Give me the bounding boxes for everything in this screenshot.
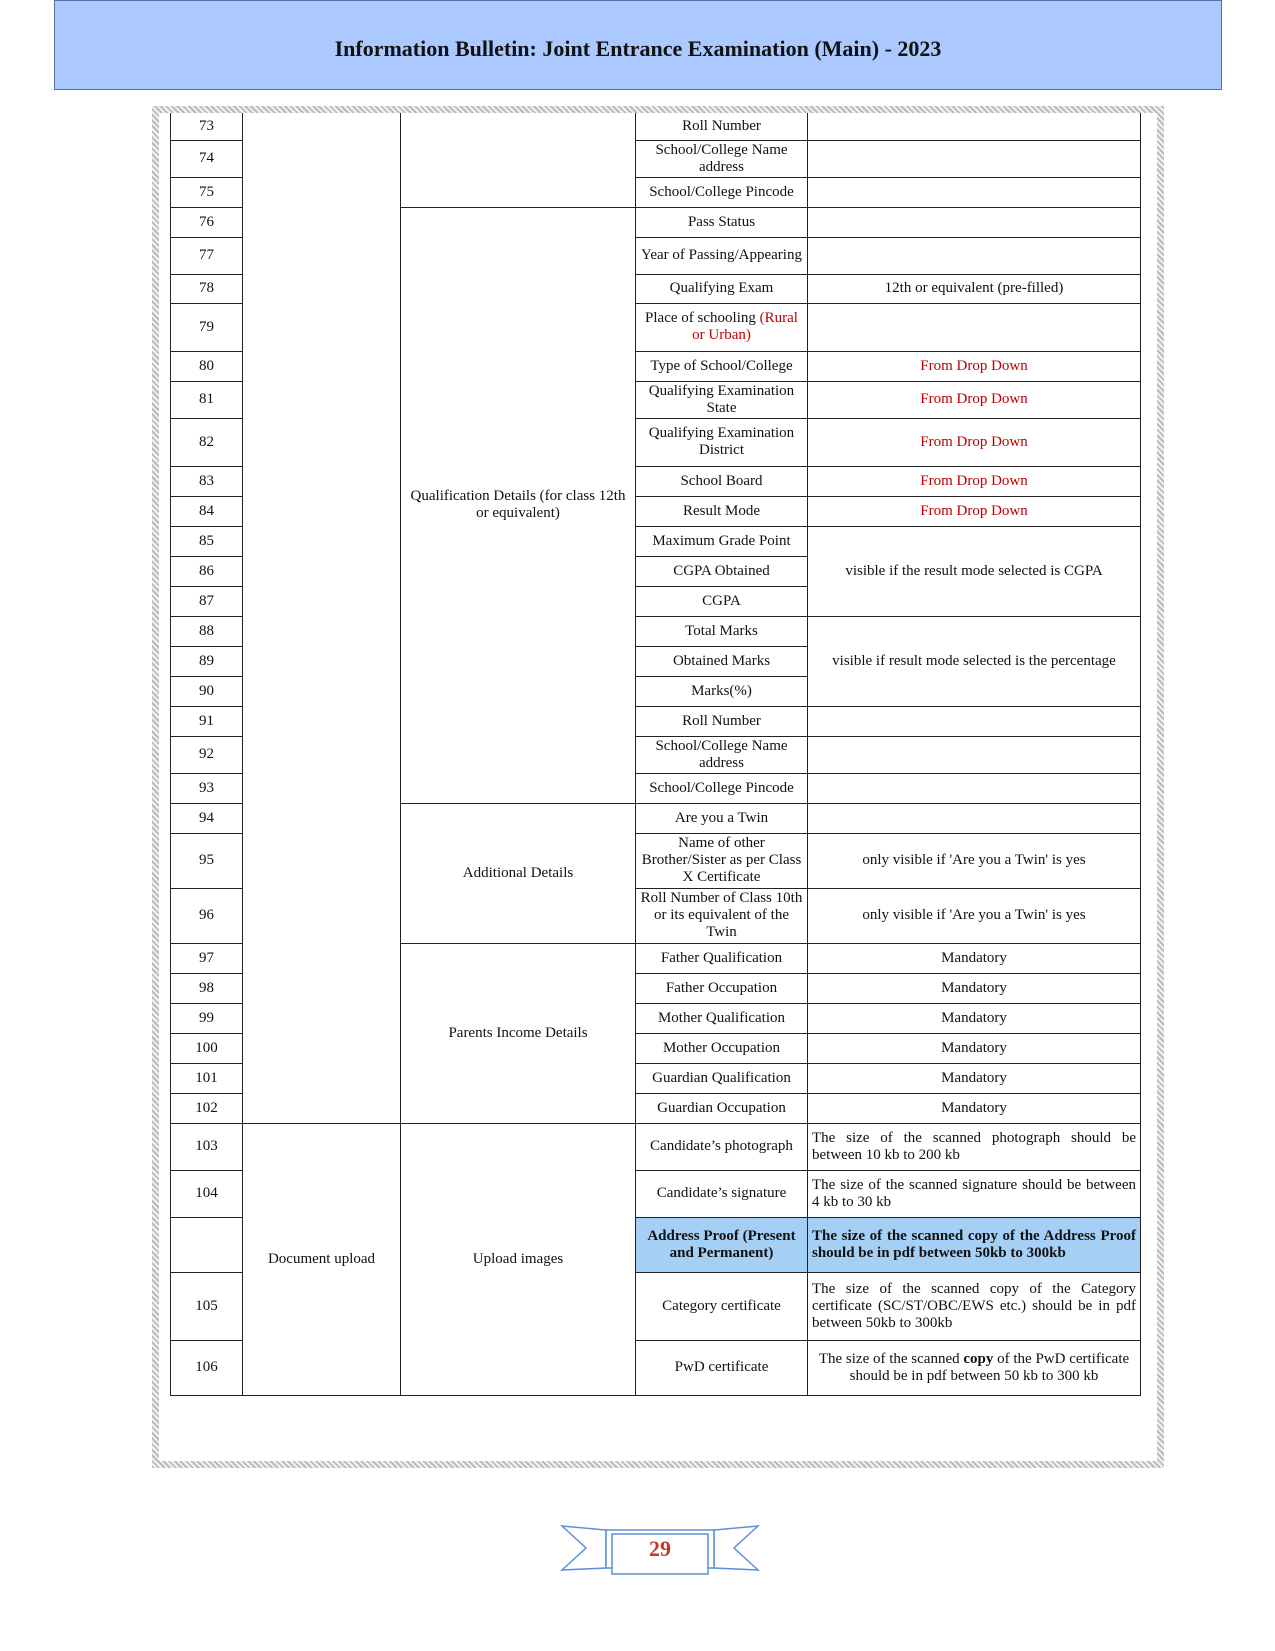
remark-cell: Mandatory xyxy=(808,1033,1141,1063)
registration-fields-table xyxy=(170,113,1141,1396)
remark-cell xyxy=(808,736,1141,773)
row-number: 101 xyxy=(171,1063,243,1093)
remark-bold-text: copy xyxy=(963,1350,994,1367)
field-name: Are you a Twin xyxy=(636,803,808,833)
row-number: 106 xyxy=(171,1340,243,1395)
row-number: 83 xyxy=(171,466,243,496)
field-name: Mother Occupation xyxy=(636,1033,808,1063)
field-name: Name of other Brother/Sister as per Class X Certificate xyxy=(636,833,808,888)
row-number: 75 xyxy=(171,177,243,207)
remark-cell: only visible if 'Are you a Twin' is yes xyxy=(808,888,1141,943)
remark-cell: The size of the scanned signature should be between 4 kb to 30 kb xyxy=(808,1170,1141,1217)
row-number: 82 xyxy=(171,418,243,466)
row-number xyxy=(171,1217,243,1272)
field-name: Pass Status xyxy=(636,207,808,237)
remark-cell: Mandatory xyxy=(808,1093,1141,1123)
field-name: Mother Qualification xyxy=(636,1003,808,1033)
table-row xyxy=(171,1123,1141,1170)
row-number: 93 xyxy=(171,773,243,803)
remark-cell xyxy=(808,803,1141,833)
remark-cell: Mandatory xyxy=(808,1003,1141,1033)
page-number: 29 xyxy=(649,1536,671,1561)
row-number: 87 xyxy=(171,586,243,616)
row-number: 90 xyxy=(171,676,243,706)
row-number: 95 xyxy=(171,833,243,888)
field-name: Candidate’s signature xyxy=(636,1170,808,1217)
remark-cell xyxy=(808,177,1141,207)
remark-cell xyxy=(808,207,1141,237)
remark-cell xyxy=(808,773,1141,803)
row-number: 74 xyxy=(171,140,243,177)
field-name: Maximum Grade Point xyxy=(636,526,808,556)
remark-text: The size of the scanned xyxy=(818,1350,964,1367)
remark-cell: Mandatory xyxy=(808,973,1141,1003)
remark-cell: Mandatory xyxy=(808,1063,1141,1093)
bulletin-header xyxy=(54,0,1222,90)
field-name-main: Place of schooling xyxy=(645,310,760,326)
remark-cell: From Drop Down xyxy=(808,381,1141,418)
field-name: Marks(%) xyxy=(636,676,808,706)
field-name: Total Marks xyxy=(636,616,808,646)
row-number: 79 xyxy=(171,303,243,351)
section-qualification-details: Qualification Details (for class 12th or equivalent) xyxy=(401,207,636,803)
row-number: 77 xyxy=(171,237,243,274)
field-name: Candidate’s photograph xyxy=(636,1123,808,1170)
remark-cell xyxy=(808,706,1141,736)
row-number: 84 xyxy=(171,496,243,526)
remark-cell xyxy=(808,303,1141,351)
row-number: 80 xyxy=(171,351,243,381)
row-number: 81 xyxy=(171,381,243,418)
cgpa-visibility-note: visible if the result mode selected is CGPA xyxy=(808,526,1141,616)
row-number: 97 xyxy=(171,943,243,973)
remark-cell xyxy=(808,113,1141,140)
remark-cell: From Drop Down xyxy=(808,466,1141,496)
remark-cell: 12th or equivalent (pre-filled) xyxy=(808,274,1141,303)
remark-cell xyxy=(808,237,1141,274)
field-name: Category certificate xyxy=(636,1272,808,1340)
row-number: 92 xyxy=(171,736,243,773)
field-name: PwD certificate xyxy=(636,1340,808,1395)
field-name: School/College Pincode xyxy=(636,177,808,207)
percentage-visibility-note: visible if result mode selected is the percentage xyxy=(808,616,1141,706)
field-name: Result Mode xyxy=(636,496,808,526)
remark-cell: From Drop Down xyxy=(808,418,1141,466)
field-name: CGPA xyxy=(636,586,808,616)
row-number: 76 xyxy=(171,207,243,237)
row-number: 98 xyxy=(171,973,243,1003)
section-parents-income-details: Parents Income Details xyxy=(401,943,636,1123)
page-number-banner xyxy=(560,1518,760,1580)
section-cell xyxy=(401,113,636,207)
field-name: Roll Number xyxy=(636,706,808,736)
field-name: Qualifying Exam xyxy=(636,274,808,303)
field-name: School/College Name address xyxy=(636,140,808,177)
remark-cell: Mandatory xyxy=(808,943,1141,973)
field-name: Father Qualification xyxy=(636,943,808,973)
section-upload-images: Upload images xyxy=(401,1123,636,1395)
row-number: 73 xyxy=(171,113,243,140)
row-number: 91 xyxy=(171,706,243,736)
row-number: 86 xyxy=(171,556,243,586)
category-cell xyxy=(243,113,401,1123)
field-name: Qualifying Examination State xyxy=(636,381,808,418)
field-name: Type of School/College xyxy=(636,351,808,381)
section-additional-details: Additional Details xyxy=(401,803,636,943)
field-name: Roll Number xyxy=(636,113,808,140)
row-number: 100 xyxy=(171,1033,243,1063)
field-name: Year of Passing/Appearing xyxy=(636,237,808,274)
remark-text: of the PwD certificate should be in pdf between 50 kb to 300 kb xyxy=(849,1350,1130,1384)
row-number: 102 xyxy=(171,1093,243,1123)
field-name: Roll Number of Class 10th or its equivalent of the Twin xyxy=(636,888,808,943)
row-number: 94 xyxy=(171,803,243,833)
field-name: Guardian Occupation xyxy=(636,1093,808,1123)
remark-cell: only visible if 'Are you a Twin' is yes xyxy=(808,833,1141,888)
remark-cell xyxy=(808,1340,1141,1395)
remark-cell: The size of the scanned copy of the Category certificate (SC/ST/OBC/EWS etc.) should be in pdf between 50kb to 300kb xyxy=(808,1272,1141,1340)
row-number: 105 xyxy=(171,1272,243,1340)
field-name: Father Occupation xyxy=(636,973,808,1003)
remark-cell: From Drop Down xyxy=(808,351,1141,381)
row-number: 88 xyxy=(171,616,243,646)
field-name: School/College Name address xyxy=(636,736,808,773)
remark-cell xyxy=(808,140,1141,177)
field-name: CGPA Obtained xyxy=(636,556,808,586)
field-name-address-proof: Address Proof (Present and Permanent) xyxy=(636,1217,808,1272)
row-number: 99 xyxy=(171,1003,243,1033)
field-name: Qualifying Examination District xyxy=(636,418,808,466)
row-number: 103 xyxy=(171,1123,243,1170)
remark-address-proof: The size of the scanned copy of the Address Proof should be in pdf between 50kb to 300kb xyxy=(808,1217,1141,1272)
remark-cell: The size of the scanned photograph should be between 10 kb to 200 kb xyxy=(808,1123,1141,1170)
field-name: School Board xyxy=(636,466,808,496)
row-number: 89 xyxy=(171,646,243,676)
row-number: 78 xyxy=(171,274,243,303)
remark-cell: From Drop Down xyxy=(808,496,1141,526)
field-name: Obtained Marks xyxy=(636,646,808,676)
field-name xyxy=(636,303,808,351)
field-name: School/College Pincode xyxy=(636,773,808,803)
category-document-upload: Document upload xyxy=(243,1123,401,1395)
row-number: 104 xyxy=(171,1170,243,1217)
field-name: Guardian Qualification xyxy=(636,1063,808,1093)
field-name-option: (Rural or Urban) xyxy=(692,310,798,343)
row-number: 85 xyxy=(171,526,243,556)
row-number: 96 xyxy=(171,888,243,943)
page-title: Information Bulletin: Joint Entrance Examination (Main) - 2023 xyxy=(334,36,942,61)
table-row xyxy=(171,113,1141,140)
